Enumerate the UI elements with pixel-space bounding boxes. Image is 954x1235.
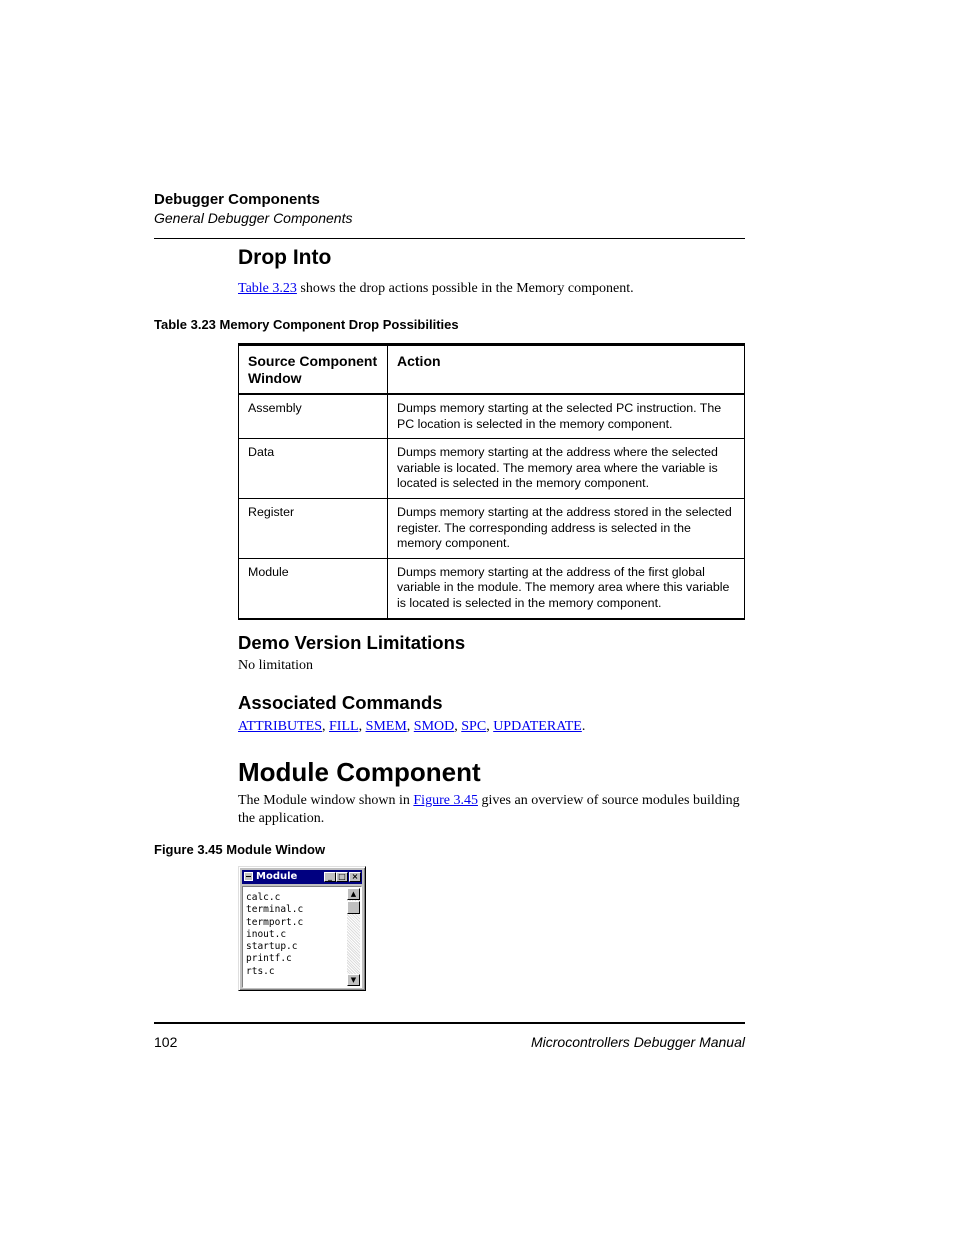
module-list-area bbox=[242, 886, 362, 988]
source-cell: Assembly bbox=[239, 394, 388, 439]
action-cell: Dumps memory starting at the address where the selected variable is located. The memory area where the variable is located is selected in the memory component. bbox=[388, 439, 745, 499]
drop-into-text: shows the drop actions possible in the Memory component. bbox=[296, 281, 634, 296]
list-item: inout.c bbox=[246, 928, 287, 940]
command-link-fill[interactable]: FILL bbox=[329, 719, 359, 734]
list-item: termport.c bbox=[246, 916, 304, 928]
page-number: 102 bbox=[154, 1034, 178, 1050]
separator: , bbox=[406, 719, 414, 734]
maximize-icon: □ bbox=[336, 872, 348, 882]
demo-limitations-heading: Demo Version Limitations bbox=[238, 632, 466, 653]
demo-limitations-text: No limitation bbox=[238, 658, 314, 673]
command-link-attributes[interactable]: ATTRIBUTES bbox=[238, 719, 322, 734]
module-window-figure bbox=[238, 866, 366, 991]
command-link-updaterate[interactable]: UPDATERATE bbox=[493, 719, 582, 734]
table-row bbox=[239, 498, 745, 558]
scroll-up-icon: ▲ bbox=[347, 888, 360, 900]
table-header-row bbox=[239, 345, 745, 395]
list-item: startup.c bbox=[246, 941, 298, 953]
drop-possibilities-table bbox=[238, 343, 745, 620]
header-action: Action bbox=[388, 345, 745, 395]
associated-commands-heading: Associated Commands bbox=[238, 692, 443, 713]
footer-divider bbox=[154, 1022, 745, 1024]
header-divider bbox=[154, 238, 745, 239]
source-cell: Register bbox=[239, 498, 388, 558]
action-cell: Dumps memory starting at the address of the first global variable in the module. The memory area where this variable is located is selected in the memory component. bbox=[388, 558, 745, 618]
close-icon: × bbox=[349, 872, 361, 882]
module-file-list bbox=[246, 892, 303, 978]
separator: , bbox=[454, 719, 462, 734]
source-cell: Module bbox=[239, 558, 388, 618]
header-source-component: Source Component Window bbox=[239, 345, 388, 395]
table-row bbox=[239, 394, 745, 439]
list-end: . bbox=[581, 719, 586, 734]
source-cell: Data bbox=[239, 439, 388, 499]
vertical-scrollbar bbox=[347, 888, 360, 986]
module-text-after: gives an overview of source modules building the application. bbox=[238, 793, 740, 826]
scroll-thumb bbox=[347, 901, 360, 914]
action-cell: Dumps memory starting at the selected PC instruction. The PC location is selected in the memory component. bbox=[388, 394, 745, 439]
table-row bbox=[239, 439, 745, 499]
figure-caption: Figure 3.45 Module Window bbox=[154, 842, 326, 857]
list-item: calc.c bbox=[246, 892, 281, 903]
module-component-heading: Module Component bbox=[238, 757, 481, 787]
running-header-title: Debugger Components bbox=[154, 191, 320, 208]
command-link-smem[interactable]: SMEM bbox=[365, 719, 407, 734]
command-link-smod[interactable]: SMOD bbox=[413, 719, 455, 734]
scroll-down-icon: ▼ bbox=[347, 974, 360, 986]
minimize-icon: _ bbox=[324, 872, 336, 882]
window-title: Module bbox=[256, 871, 298, 882]
table-row bbox=[239, 558, 745, 618]
module-component-paragraph bbox=[238, 792, 748, 828]
associated-commands-list bbox=[238, 719, 585, 735]
figure-reference-link[interactable]: Figure 3.45 bbox=[413, 793, 478, 808]
running-header-subtitle: General Debugger Components bbox=[154, 210, 353, 226]
command-link-spc[interactable]: SPC bbox=[461, 719, 487, 734]
table-reference-link[interactable]: Table 3.23 bbox=[238, 281, 297, 296]
module-text-before: The Module window shown in bbox=[238, 793, 414, 808]
table-caption: Table 3.23 Memory Component Drop Possibilities bbox=[154, 317, 459, 332]
separator: , bbox=[358, 719, 366, 734]
list-item: rts.c bbox=[246, 965, 275, 977]
drop-into-heading: Drop Into bbox=[238, 246, 332, 269]
list-item: printf.c bbox=[246, 953, 292, 965]
drop-into-paragraph bbox=[238, 281, 634, 297]
separator: , bbox=[486, 719, 494, 734]
action-cell: Dumps memory starting at the address stored in the selected register. The corresponding address is selected in the memory component. bbox=[388, 498, 745, 558]
footer-manual-title: Microcontrollers Debugger Manual bbox=[531, 1034, 745, 1050]
window-titlebar bbox=[242, 870, 362, 884]
system-menu-icon bbox=[244, 872, 253, 881]
separator: , bbox=[322, 719, 329, 734]
list-item: terminal.c bbox=[246, 904, 304, 916]
